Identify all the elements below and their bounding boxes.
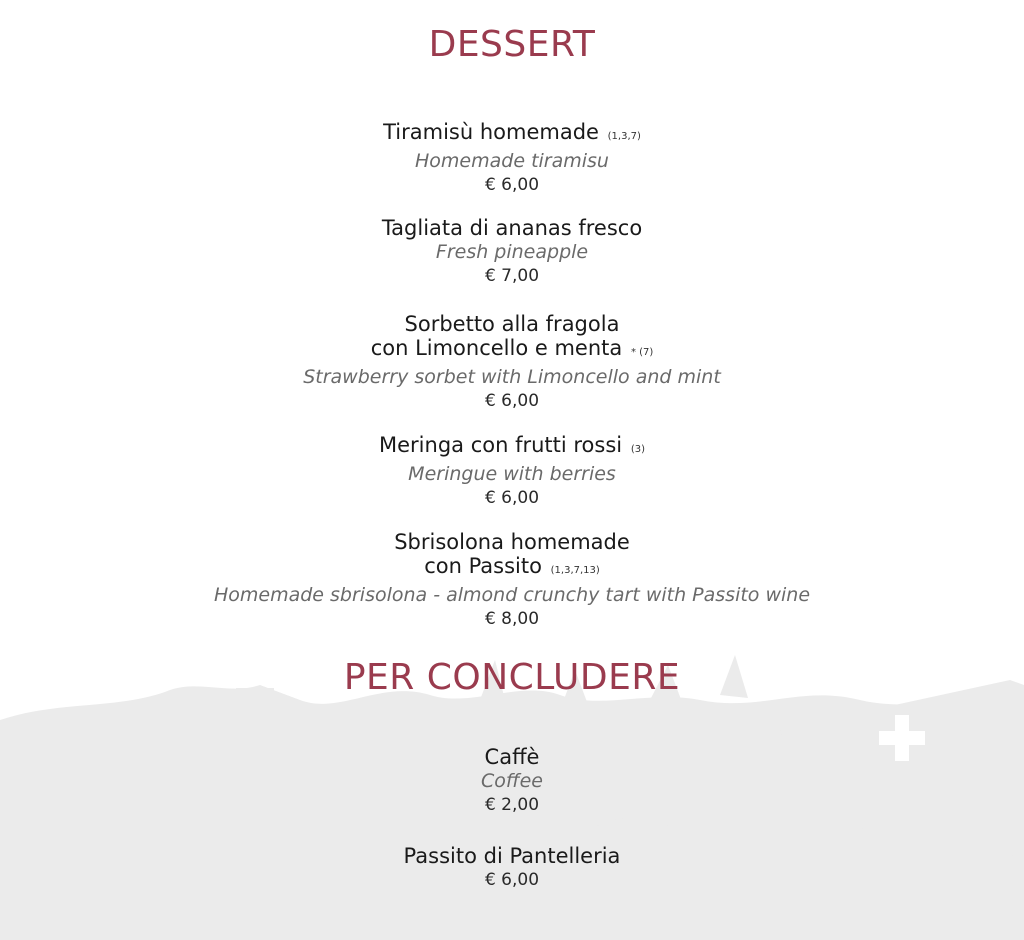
menu-item-tiramisu (0, 120, 1024, 197)
item-description: Meringue with berries (408, 463, 616, 485)
item-name-line1: Sorbetto alla fragola (404, 312, 620, 336)
item-name-line1: Sbrisolona homemade (394, 530, 630, 554)
item-name: Passito di Pantelleria (403, 844, 621, 868)
menu-item-ananas (0, 216, 1024, 288)
section-title-dessert: DESSERT (428, 24, 596, 65)
item-price: € 6,00 (484, 488, 540, 508)
item-name: Tagliata di ananas fresco (381, 216, 643, 240)
item-description: Homemade tiramisu (415, 150, 609, 172)
item-price: € 2,00 (484, 795, 540, 815)
allergens: (1,3,7,13) (550, 565, 600, 576)
allergens: * (7) (630, 347, 654, 358)
item-description: Fresh pineapple (435, 241, 589, 263)
item-name-line2: con Limoncello e menta * (7) (370, 336, 654, 360)
item-name-line2: con Passito (1,3,7,13) (424, 554, 600, 578)
item-description: Coffee (481, 770, 543, 792)
item-description: Strawberry sorbet with Limoncello and mint (303, 366, 721, 388)
item-name: Tiramisù homemade (1,3,7) (383, 120, 641, 144)
menu-item-meringa (0, 433, 1024, 510)
item-name: Meringa con frutti rossi (3) (379, 433, 645, 457)
item-description: Homemade sbrisolona - almond crunchy tart with Passito wine (213, 584, 811, 606)
allergens: (3) (630, 444, 645, 455)
item-name: Caffè (484, 745, 540, 769)
item-price: € 8,00 (484, 609, 540, 629)
menu-item-sbrisolona (0, 530, 1024, 631)
item-price: € 6,00 (484, 175, 540, 195)
menu-item-passito (0, 844, 1024, 892)
section-title-per-concludere: PER CONCLUDERE (343, 657, 681, 698)
menu-item-caffe (0, 745, 1024, 817)
item-price: € 7,00 (484, 266, 540, 286)
item-price: € 6,00 (484, 391, 540, 411)
item-price: € 6,00 (484, 870, 540, 890)
allergens: (1,3,7) (607, 131, 641, 142)
menu-item-sorbetto (0, 312, 1024, 413)
